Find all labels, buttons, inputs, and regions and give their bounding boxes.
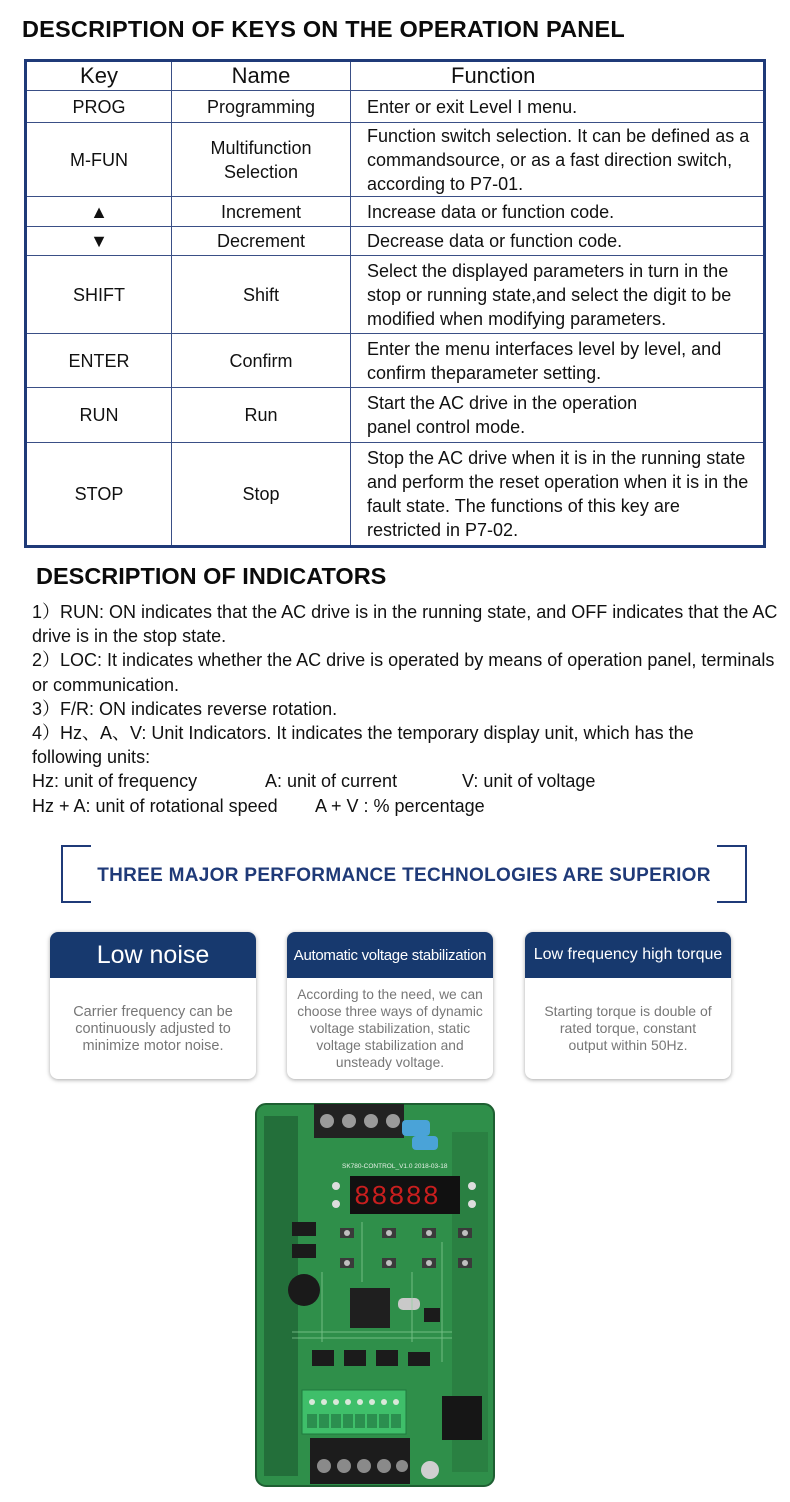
keys-table-header bbox=[26, 61, 765, 91]
indicators-section-title: DESCRIPTION OF INDICATORS bbox=[36, 563, 387, 589]
card-low-noise bbox=[50, 932, 256, 1079]
unit-v: V: unit of voltage bbox=[462, 771, 596, 792]
table-row bbox=[26, 443, 765, 547]
indicator-item: 4）Hz、A、V: Unit Indicators. It indicates the temporary display unit, which has the following units: bbox=[32, 723, 694, 768]
card-title: Low noise bbox=[50, 932, 256, 978]
indicators-list bbox=[32, 600, 782, 818]
name-cell: Shift bbox=[172, 256, 351, 334]
table-row bbox=[26, 256, 765, 334]
function-cell: Stop the AC drive when it is in the running state and perform the reset operation when it is in the fault state. The functions of this key are restricted in P7-02. bbox=[351, 443, 765, 547]
unit-a: A: unit of current bbox=[265, 771, 398, 792]
units-line-1 bbox=[32, 769, 782, 793]
name-cell: Multifunction Selection bbox=[172, 123, 351, 197]
table-row bbox=[26, 197, 765, 227]
technologies-banner bbox=[61, 845, 747, 903]
indicator-item: 1）RUN: ON indicates that the AC drive is in the running state, and OFF indicates that the AC drive is in the stop state. bbox=[32, 602, 778, 647]
key-cell: ENTER bbox=[26, 334, 172, 388]
name-cell: Decrement bbox=[172, 227, 351, 256]
board-label: SK780-CONTROL_V1.0 2018-03-18 bbox=[342, 1163, 448, 1170]
unit-hz: Hz: unit of frequency bbox=[32, 771, 198, 792]
banner-title: THREE MAJOR PERFORMANCE TECHNOLOGIES ARE SUPERIOR bbox=[97, 865, 711, 886]
function-cell: Decrease data or function code. bbox=[351, 227, 765, 256]
key-cell: RUN bbox=[26, 388, 172, 443]
keys-table bbox=[24, 59, 766, 548]
card-body: Starting torque is double of rated torque, constant output within 50Hz. bbox=[544, 1003, 712, 1053]
table-row bbox=[26, 227, 765, 256]
pcb-drawing bbox=[252, 1102, 500, 1490]
card-title: Automatic voltage stabilization bbox=[287, 932, 493, 978]
key-cell: M-FUN bbox=[26, 123, 172, 197]
table-row bbox=[26, 334, 765, 388]
key-cell: STOP bbox=[26, 443, 172, 547]
function-cell: Function switch selection. It can be defined as a commandsource, or as a fast direction switch, according to P7-01. bbox=[351, 123, 765, 197]
indicator-item: 3）F/R: ON indicates reverse rotation. bbox=[32, 698, 338, 719]
keys-section-title: DESCRIPTION OF KEYS ON THE OPERATION PANEL bbox=[22, 16, 625, 42]
card-voltage-stabilization bbox=[287, 932, 493, 1079]
unit-speed: Hz + A: unit of rotational speed bbox=[32, 795, 278, 816]
control-board-image bbox=[252, 1102, 500, 1490]
function-cell: Select the displayed parameters in turn in the stop or running state,and select the digit to be modified when modifying parameters. bbox=[351, 256, 765, 334]
header-name: Name bbox=[172, 61, 351, 91]
name-cell: Run bbox=[172, 388, 351, 443]
name-cell: Confirm bbox=[172, 334, 351, 388]
key-cell: SHIFT bbox=[26, 256, 172, 334]
card-title: Low frequency high torque bbox=[525, 932, 731, 978]
table-row bbox=[26, 388, 765, 443]
table-row bbox=[26, 91, 765, 123]
header-key: Key bbox=[26, 61, 172, 91]
header-function: Function bbox=[351, 61, 765, 91]
name-cell: Stop bbox=[172, 443, 351, 547]
function-cell: Enter the menu interfaces level by level, and confirm theparameter setting. bbox=[351, 334, 765, 388]
function-cell: Enter or exit Level I menu. bbox=[351, 91, 765, 123]
unit-percentage: A + V : % percentage bbox=[315, 795, 485, 816]
function-cell: Start the AC drive in the operation panel control mode. bbox=[351, 388, 765, 443]
card-body: According to the need, we can choose three ways of dynamic voltage stabilization, static voltage stabilization and unsteady voltage. bbox=[297, 987, 483, 1070]
indicator-item: 2）LOC: It indicates whether the AC drive is operated by means of operation panel, terminals or communication. bbox=[32, 650, 775, 695]
table-row bbox=[26, 123, 765, 197]
name-cell: Programming bbox=[172, 91, 351, 123]
name-cell: Increment bbox=[172, 197, 351, 227]
card-high-torque bbox=[525, 932, 731, 1079]
led-display: 88888 bbox=[354, 1183, 441, 1213]
key-cell: ▼ bbox=[26, 227, 172, 256]
card-body: Carrier frequency can be continuously adjusted to minimize motor noise. bbox=[73, 1004, 233, 1054]
key-cell: ▲ bbox=[26, 197, 172, 227]
key-cell: PROG bbox=[26, 91, 172, 123]
function-cell: Increase data or function code. bbox=[351, 197, 765, 227]
units-line-2 bbox=[32, 794, 782, 818]
